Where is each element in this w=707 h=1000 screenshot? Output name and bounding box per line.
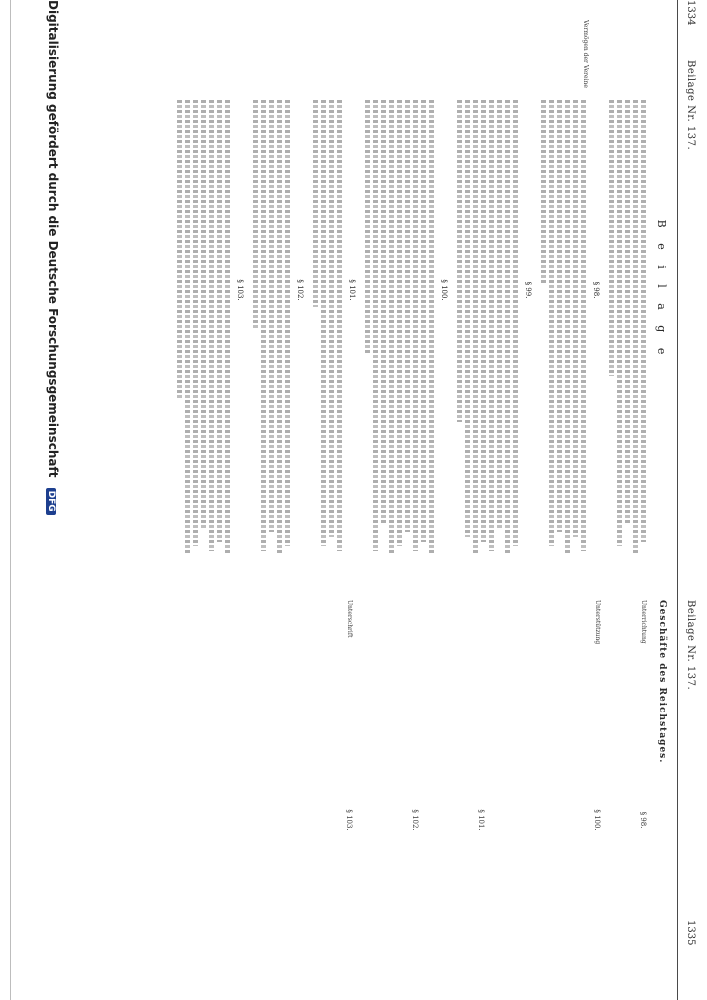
- section-marker: § 98.: [592, 281, 600, 299]
- paragraph-block: [310, 20, 345, 560]
- dfg-logo-icon: DFG: [46, 488, 56, 515]
- paragraph-block: [538, 20, 589, 560]
- section-marker: § 101.: [348, 279, 356, 301]
- left-section-title: B e i l a g e: [655, 219, 668, 361]
- section-marker: § 98.: [639, 811, 647, 829]
- header-title-left: Beilage Nr. 137.: [685, 60, 696, 151]
- page-number-right: 1335: [685, 920, 696, 946]
- paragraph-text: [174, 100, 233, 560]
- paragraph-block: [362, 20, 437, 560]
- paragraph-block: [174, 20, 233, 560]
- side-note: Unterstützung: [594, 600, 601, 645]
- side-note: Vermögen der Vereine: [582, 20, 589, 88]
- right-row: [359, 600, 419, 960]
- section-marker: § 102.: [411, 809, 419, 831]
- paragraph-text: [362, 100, 437, 560]
- side-note: [250, 20, 293, 100]
- section-marker: § 100.: [440, 279, 448, 301]
- paragraph-text: [606, 100, 649, 560]
- right-row: [491, 600, 601, 960]
- side-note: [174, 20, 233, 100]
- right-section-title: Geschäfte des Reichstages.: [657, 600, 667, 764]
- paragraph-block: [454, 20, 521, 560]
- paragraph-text: [250, 100, 293, 560]
- side-note: [606, 20, 649, 100]
- page-number-left: 1334: [685, 0, 696, 26]
- section-marker: § 101.: [477, 809, 485, 831]
- side-note: [454, 20, 521, 100]
- dfg-footer: [46, 0, 60, 1000]
- running-header: [676, 0, 700, 1000]
- right-row: [425, 600, 485, 960]
- scan-edge: [0, 0, 11, 1000]
- left-column: [70, 20, 670, 560]
- paragraph-block: [606, 20, 649, 560]
- section-marker: § 103.: [236, 279, 244, 301]
- paragraph-text: [538, 100, 589, 560]
- side-note: [425, 600, 485, 680]
- section-marker: § 99.: [524, 281, 532, 299]
- side-note: [310, 20, 345, 100]
- right-row: [293, 600, 353, 960]
- side-note: [359, 600, 419, 680]
- section-marker: § 103.: [345, 809, 353, 831]
- dfg-text: Digitalisierung gefördert durch die Deutsche Forschungsgemeinschaft: [46, 0, 60, 478]
- paragraph-text: [454, 100, 521, 560]
- header-title-right: Beilage Nr. 137.: [685, 600, 696, 691]
- rotated-content: [46, 0, 700, 1000]
- side-note: Unterschrift: [346, 600, 353, 638]
- right-column: [70, 600, 670, 960]
- paragraph-text: [310, 100, 345, 560]
- header-rule: [677, 0, 678, 1000]
- side-note: [362, 20, 437, 100]
- section-marker: § 102.: [296, 279, 304, 301]
- section-marker: § 100.: [593, 809, 601, 831]
- right-row: [607, 600, 647, 960]
- side-note: Unterrichtung: [640, 600, 647, 644]
- paragraph-block: [250, 20, 293, 560]
